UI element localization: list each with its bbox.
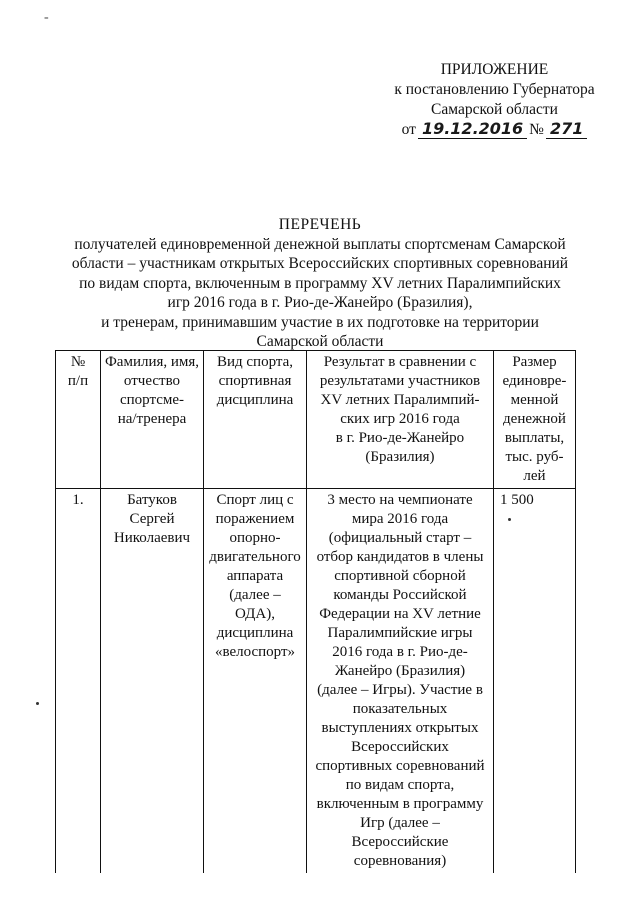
appendix-header bbox=[372, 60, 617, 140]
title-line: по видам спорта, включенным в программу XV летних Паралимпийских bbox=[79, 274, 561, 292]
appendix-title: ПРИЛОЖЕНИЕ bbox=[440, 61, 549, 78]
column-header-sport: Вид спорта, спортивная дисциплина bbox=[204, 351, 307, 489]
number-prefix: № bbox=[529, 121, 544, 138]
sport-discipline: Спорт лиц с поражением опорно- двигательного аппарата (далее – ОДА), дисциплина «велоспорт» bbox=[204, 489, 307, 874]
document-heading: ПЕРЕЧЕНЬ bbox=[278, 216, 362, 233]
appendix-region: Самарской области bbox=[431, 101, 558, 118]
title-line: области – участникам открытых Всероссийских спортивных соревнований bbox=[71, 255, 569, 272]
appendix-date-line bbox=[372, 120, 617, 140]
row-number: 1. bbox=[56, 489, 101, 874]
date-prefix: от bbox=[401, 121, 416, 138]
scan-dot bbox=[36, 702, 39, 705]
athlete-name: Батуков Сергей Николаевич bbox=[101, 489, 204, 874]
corner-mark: - bbox=[44, 10, 49, 25]
table-row bbox=[56, 489, 576, 874]
document-title-block bbox=[55, 215, 585, 352]
appendix-subtitle: к постановлению Губернатора bbox=[394, 81, 595, 98]
column-header-number: № п/п bbox=[56, 351, 101, 489]
title-line: получателей единовременной денежной выплаты спортсменам Самарской bbox=[74, 235, 566, 253]
competition-result: 3 место на чемпионате мира 2016 года (официальный старт – отбор кандидатов в члены спортивной сборной команды Российской Федерации на XV летние Паралимпийские игры 2016 года в г. Рио-де- Жанейро (Бразилия) (далее – Игры). Участие в показательных выступлениях открытых Всероссийских спортивных соревнований по видам спорта, включенным в программу Игр (далее – Всероссийские соревнования) bbox=[307, 489, 494, 874]
recipients-table bbox=[55, 350, 576, 873]
payment-amount: 1 500 bbox=[494, 489, 576, 874]
column-header-amount: Размер единовре- менной денежной выплаты, тыс. руб- лей bbox=[494, 351, 576, 489]
title-line: игр 2016 года в г. Рио-де-Жанейро (Бразилия), bbox=[167, 294, 473, 311]
title-line: и тренерам, принимавшим участие в их подготовке на территории bbox=[101, 313, 539, 331]
handwritten-date: 19.12.2016 bbox=[418, 120, 527, 139]
column-header-result: Результат в сравнении с результатами участников XV летних Паралимпий- ских игр 2016 года в г. Рио-де-Жанейро (Бразилия) bbox=[307, 351, 494, 489]
table-header-row bbox=[56, 351, 576, 489]
handwritten-number: 271 bbox=[546, 120, 587, 139]
column-header-name: Фамилия, имя, отчество спортсме- на/тренера bbox=[101, 351, 204, 489]
title-line: Самарской области bbox=[256, 333, 384, 350]
